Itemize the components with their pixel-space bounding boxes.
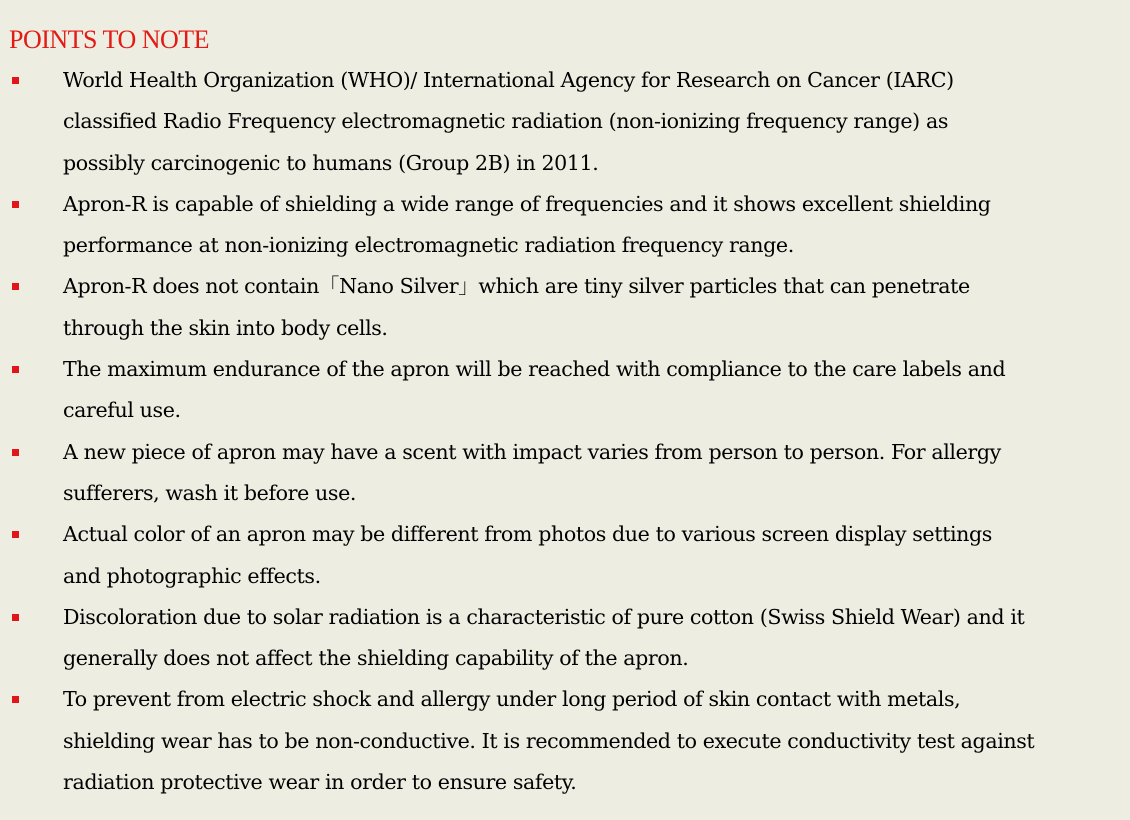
note-text-line: Apron-R does not contain「Nano Silver」which are tiny silver particles that can penetrate: [63, 274, 970, 299]
note-text-line: careful use.: [63, 398, 181, 423]
note-text-line: and photographic effects.: [63, 563, 321, 588]
square-bullet-icon: [12, 201, 19, 208]
note-item: [0, 679, 1130, 803]
square-bullet-icon: [12, 366, 19, 373]
note-text-line: possibly carcinogenic to humans (Group 2B) in 2011.: [63, 150, 599, 175]
square-bullet-icon: [12, 531, 19, 538]
note-text-line: Discoloration due to solar radiation is a characteristic of pure cotton (Swiss Shield Wear) and it: [63, 604, 1025, 629]
note-text-line: generally does not affect the shielding capability of the apron.: [63, 646, 689, 671]
note-item: [0, 184, 1130, 267]
note-item: [0, 597, 1130, 680]
note-text-line: Apron-R is capable of shielding a wide range of frequencies and it shows excellent shielding: [63, 191, 991, 216]
note-item: [0, 514, 1130, 597]
note-text-line: performance at non-ionizing electromagnetic radiation frequency range.: [63, 233, 794, 258]
note-text-line: World Health Organization (WHO)/ International Agency for Research on Cancer (IARC): [63, 68, 954, 92]
note-item: [0, 266, 1130, 349]
square-bullet-icon: [12, 449, 19, 456]
note-text-line: Actual color of an apron may be different from photos due to various screen display settings: [63, 522, 992, 547]
square-bullet-icon: [12, 283, 19, 290]
note-text-line: The maximum endurance of the apron will be reached with compliance to the care labels and: [63, 357, 1006, 382]
note-text-line: To prevent from electric shock and allergy under long period of skin contact with metals,: [63, 687, 961, 712]
note-text-line: classified Radio Frequency electromagnetic radiation (non-ionizing frequency range) as: [63, 109, 949, 134]
note-item: [0, 432, 1130, 515]
page-title: POINTS TO NOTE: [9, 25, 210, 54]
note-text-line: sufferers, wash it before use.: [63, 480, 357, 505]
note-text-line: A new piece of apron may have a scent with impact varies from person to person. For allergy: [63, 439, 1001, 464]
note-text-line: radiation protective wear in order to ensure safety.: [63, 770, 577, 795]
notes-list: [0, 60, 1130, 803]
note-text-line: shielding wear has to be non-conductive. It is recommended to execute conductivity test against: [63, 728, 1035, 753]
square-bullet-icon: [12, 77, 19, 84]
note-text-line: through the skin into body cells.: [63, 315, 388, 340]
square-bullet-icon: [12, 614, 19, 621]
note-item: [0, 60, 1130, 184]
square-bullet-icon: [12, 696, 19, 703]
note-item: [0, 349, 1130, 432]
